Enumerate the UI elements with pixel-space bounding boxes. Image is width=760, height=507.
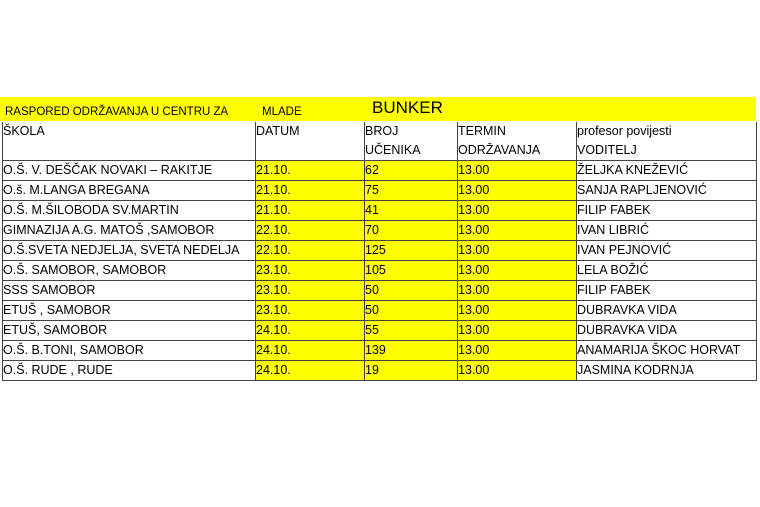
cell-school: ETUŠ, SAMOBOR: [3, 321, 256, 341]
cell-lead: FILIP FABEK: [577, 201, 757, 221]
cell-school: GIMNAZIJA A.G. MATOŠ ,SAMOBOR: [3, 221, 256, 241]
cell-count: 125: [365, 241, 458, 261]
cell-time: 13.00: [458, 181, 577, 201]
cell-lead: IVAN LIBRIĆ: [577, 221, 757, 241]
table-row: [3, 261, 757, 281]
cell-count: 75: [365, 181, 458, 201]
header-date-empty: [256, 141, 365, 161]
cell-lead: SANJA RAPLJENOVIĆ: [577, 181, 757, 201]
cell-lead: IVAN PEJNOVIĆ: [577, 241, 757, 261]
cell-school: O.Š.SVETA NEDJELJA, SVETA NEDELJA: [3, 241, 256, 261]
header-count-line2: UČENIKA: [365, 141, 458, 161]
table-row: [3, 321, 757, 341]
title-band: [0, 97, 756, 121]
table-row: [3, 301, 757, 321]
cell-time: 13.00: [458, 281, 577, 301]
cell-date: 21.10.: [256, 181, 365, 201]
cell-count: 50: [365, 281, 458, 301]
table-row: [3, 181, 757, 201]
cell-date: 22.10.: [256, 241, 365, 261]
cell-count: 41: [365, 201, 458, 221]
cell-school: ETUŠ , SAMOBOR: [3, 301, 256, 321]
cell-school: O.Š. M.ŠILOBODA SV.MARTIN: [3, 201, 256, 221]
cell-school: O.Š. V. DEŠČAK NOVAKI – RAKITJE: [3, 161, 256, 181]
cell-count: 139: [365, 341, 458, 361]
cell-time: 13.00: [458, 321, 577, 341]
cell-lead: ANAMARIJA ŠKOC HORVAT: [577, 341, 757, 361]
cell-lead: JASMINA KODRNJA: [577, 361, 757, 381]
header-count-line1: BROJ: [365, 122, 458, 141]
cell-count: 50: [365, 301, 458, 321]
title-left-text: RASPORED ODRŽAVANJA U CENTRU ZA: [5, 106, 229, 118]
cell-lead: LELA BOŽIĆ: [577, 261, 757, 281]
cell-count: 55: [365, 321, 458, 341]
cell-time: 13.00: [458, 161, 577, 181]
table-row: [3, 241, 757, 261]
header-time-line2: ODRŽAVANJA: [458, 141, 577, 161]
schedule-table: [2, 122, 757, 381]
cell-school: O.Š. RUDE , RUDE: [3, 361, 256, 381]
cell-date: 21.10.: [256, 201, 365, 221]
cell-date: 24.10.: [256, 361, 365, 381]
cell-count: 105: [365, 261, 458, 281]
table-row: [3, 341, 757, 361]
cell-date: 23.10.: [256, 281, 365, 301]
cell-date: 23.10.: [256, 301, 365, 321]
table-row: [3, 161, 757, 181]
cell-date: 22.10.: [256, 221, 365, 241]
cell-time: 13.00: [458, 221, 577, 241]
header-row-2: [3, 141, 757, 161]
cell-lead: DUBRAVKA VIDA: [577, 301, 757, 321]
cell-date: 21.10.: [256, 161, 365, 181]
cell-school: O.š. M.LANGA BREGANA: [3, 181, 256, 201]
cell-school: O.Š. B.TONI, SAMOBOR: [3, 341, 256, 361]
cell-school: O.Š. SAMOBOR, SAMOBOR: [3, 261, 256, 281]
cell-count: 70: [365, 221, 458, 241]
cell-date: 24.10.: [256, 321, 365, 341]
header-date: DATUM: [256, 122, 365, 141]
cell-time: 13.00: [458, 261, 577, 281]
cell-lead: ŽELJKA KNEŽEVIĆ: [577, 161, 757, 181]
cell-date: 23.10.: [256, 261, 365, 281]
cell-count: 19: [365, 361, 458, 381]
title-middle-text: MLADE: [262, 106, 302, 118]
table-row: [3, 201, 757, 221]
cell-school: SSS SAMOBOR: [3, 281, 256, 301]
table-row: [3, 221, 757, 241]
header-school: ŠKOLA: [3, 122, 256, 141]
table-row: [3, 361, 757, 381]
header-time-line1: TERMIN: [458, 122, 577, 141]
cell-time: 13.00: [458, 361, 577, 381]
venue-title: BUNKER: [372, 98, 443, 117]
cell-time: 13.00: [458, 341, 577, 361]
cell-date: 24.10.: [256, 341, 365, 361]
cell-time: 13.00: [458, 301, 577, 321]
table-row: [3, 281, 757, 301]
cell-lead: FILIP FABEK: [577, 281, 757, 301]
cell-time: 13.00: [458, 241, 577, 261]
header-school-empty: [3, 141, 256, 161]
cell-lead: DUBRAVKA VIDA: [577, 321, 757, 341]
cell-time: 13.00: [458, 201, 577, 221]
header-lead-line1: profesor povijesti: [577, 122, 757, 141]
header-lead-line2: VODITELJ: [577, 141, 757, 161]
header-row-1: [3, 122, 757, 141]
cell-count: 62: [365, 161, 458, 181]
